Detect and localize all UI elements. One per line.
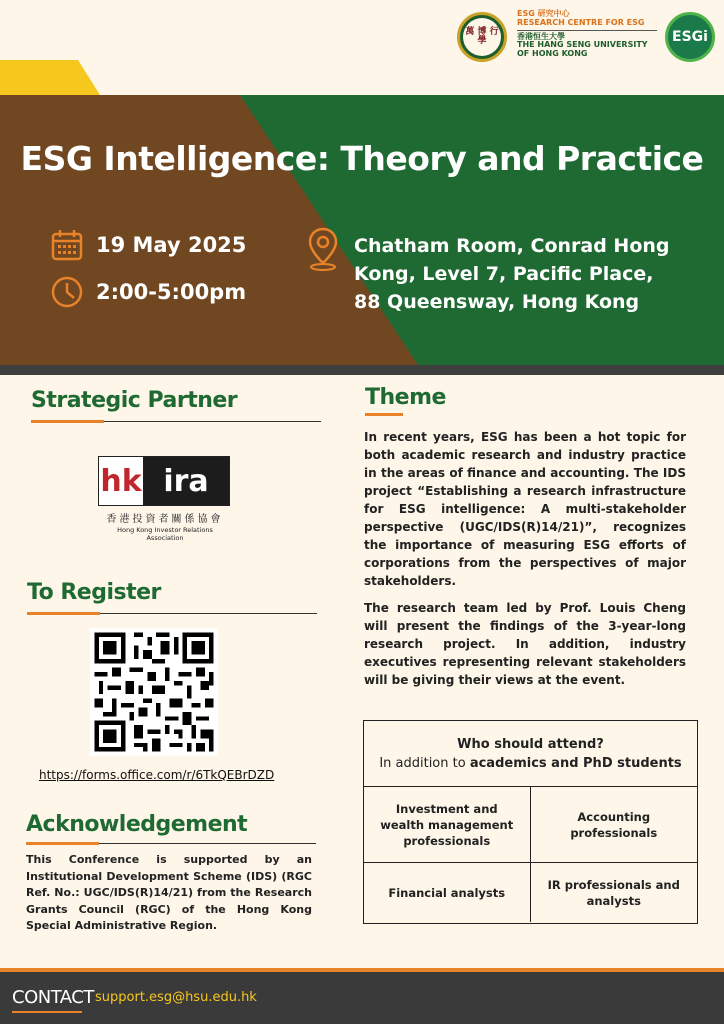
theme-heading: Theme	[365, 385, 446, 410]
theme-paragraph-1: In recent years, ESG has been a hot topic for both academic research and industry practice in the areas of finance and accounting. The IDS project “Establishing a research infrastructure for ESG intelligence: A multi-stakeholder perspective (UGC/IDS(R)14/21)”, recognizes the importance of measuring ESG efforts of corporations from the perspectives of major stakeholders.	[364, 430, 686, 588]
theme-accent	[365, 413, 403, 416]
contact-email-link[interactable]: support.esg@hsu.edu.hk	[95, 990, 257, 1005]
university-en-2: OF HONG KONG	[517, 49, 588, 59]
event-time: 2:00-5:00pm	[96, 280, 247, 304]
strategic-partner-accent	[31, 420, 104, 423]
contact-underline	[12, 1011, 82, 1013]
hkira-logo-box	[98, 456, 230, 506]
hkira-name-en: Hong Kong Investor Relations Association	[117, 526, 213, 542]
clock-icon	[50, 275, 84, 309]
acknowledgement-heading: Acknowledgement	[26, 812, 248, 837]
hkira-logo	[98, 456, 232, 542]
acknowledgement-text: This Conference is supported by an Institutional Development Scheme (IDS) (RGC Ref. No.: UGC/IDS(R)14/21) from the Research Grants Council (RGC) of the Hong Kong Special Administrative Region.	[26, 853, 312, 932]
event-banner	[0, 95, 724, 365]
divider-strip	[0, 365, 724, 375]
event-date: 19 May 2025	[96, 233, 247, 257]
university-en-1: THE HANG SENG UNIVERSITY	[517, 40, 648, 50]
attendance-subtitle-bold: academics and PhD students	[469, 756, 682, 771]
event-title: ESG Intelligence: Theory and Practice	[20, 139, 704, 178]
university-logo-text	[517, 10, 657, 59]
attendee-cell: Accounting professionals	[531, 787, 698, 863]
attendee-cell: IR professionals and analysts	[547, 877, 680, 908]
attendance-subtitle-prefix: In addition to	[379, 756, 470, 771]
hkira-logo-hk: hk	[99, 457, 143, 505]
theme-body	[364, 428, 686, 698]
calendar-icon	[50, 228, 84, 262]
esgi-logo	[665, 12, 715, 62]
attendance-subtitle	[364, 756, 697, 771]
hkira-logo-ira: ira	[143, 457, 229, 505]
location-pin-icon	[306, 226, 340, 272]
hsu-logo-chars: 萬 博 行 學	[463, 18, 501, 56]
header	[0, 0, 724, 95]
attendee-cell: Financial analysts	[364, 863, 531, 922]
hsu-logo	[457, 12, 507, 62]
register-heading: To Register	[27, 580, 161, 605]
attendance-grid	[364, 787, 697, 922]
yellow-accent-tab	[0, 60, 100, 95]
acknowledgement-accent	[26, 842, 99, 845]
strategic-partner-heading: Strategic Partner	[31, 388, 238, 413]
centre-cn: ESG 研究中心	[517, 9, 570, 18]
register-accent	[27, 612, 100, 615]
contact-label: CONTACT	[12, 987, 94, 1008]
attendance-table-header	[364, 721, 697, 787]
esgi-logo-text: ESGi	[672, 29, 708, 45]
university-cn: 香港恒生大學	[517, 31, 565, 41]
registration-qr-code[interactable]	[90, 628, 218, 756]
attendance-title: Who should attend?	[457, 737, 604, 752]
attendee-cell: Investment and wealth management professionals	[364, 787, 531, 863]
attendance-table	[363, 720, 698, 924]
event-venue: Chatham Room, Conrad Hong Kong, Level 7, Pacific Place, 88 Queensway, Hong Kong	[354, 235, 670, 313]
centre-en: RESEARCH CENTRE FOR ESG	[517, 19, 657, 31]
footer	[0, 972, 724, 1024]
registration-link[interactable]: https://forms.office.com/r/6TkQEBrDZD	[39, 768, 275, 782]
banner-brown-panel	[0, 95, 724, 365]
hkira-name-cn: 香港投資者關係協會	[106, 514, 224, 525]
theme-paragraph-2: The research team led by Prof. Louis Cheng will present the findings of the 3-year-long research project. In addition, industry executives representing relevant stakeholders will be giving their views at the event.	[364, 601, 686, 687]
